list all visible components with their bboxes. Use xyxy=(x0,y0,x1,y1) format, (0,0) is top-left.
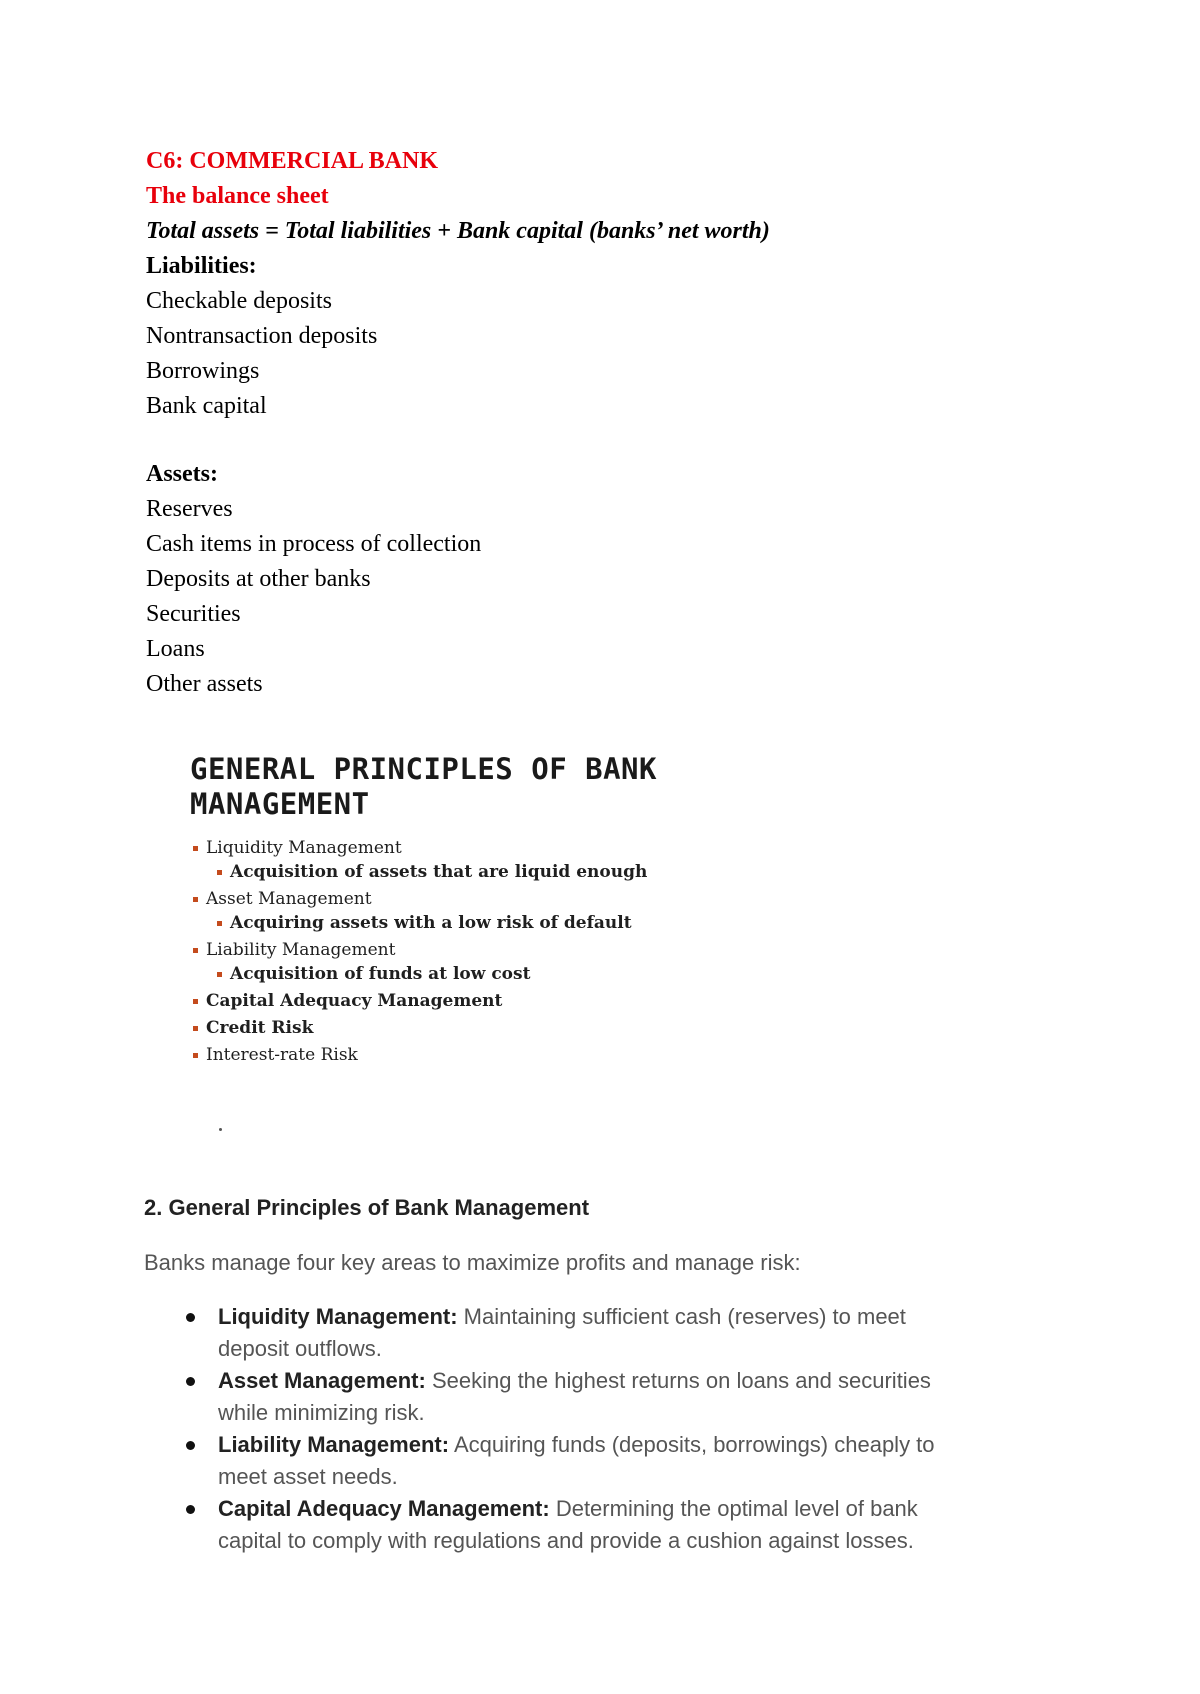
item-term: Liquidity Management: xyxy=(218,1304,458,1329)
square-bullet-icon xyxy=(217,921,222,926)
asset-item: Deposits at other banks xyxy=(146,566,371,592)
liability-item: Nontransaction deposits xyxy=(146,323,378,349)
bullet-icon xyxy=(186,1377,195,1386)
square-bullet-icon xyxy=(217,972,222,977)
asset-item: Reserves xyxy=(146,496,233,522)
liability-item: Checkable deposits xyxy=(146,288,332,314)
section-title: The balance sheet xyxy=(146,183,329,209)
square-bullet-icon xyxy=(193,1053,198,1058)
item-desc-cont: deposit outflows. xyxy=(218,1336,382,1361)
item-desc: Acquiring funds (deposits, borrowings) cheaply to xyxy=(449,1432,935,1457)
slide-title-line1: GENERAL PRINCIPLES OF BANK xyxy=(190,752,657,786)
slide-item-text: Acquisition of assets that are liquid enough xyxy=(230,862,648,882)
list-item xyxy=(144,1493,1044,1557)
section-2-intro: Banks manage four key areas to maximize profits and manage risk: xyxy=(144,1250,801,1275)
slide-title-line2: MANAGEMENT xyxy=(190,787,370,821)
bullet-icon xyxy=(186,1441,195,1450)
asset-item: Securities xyxy=(146,601,241,627)
principles-list xyxy=(144,1301,1044,1557)
slide-item xyxy=(190,887,710,911)
liability-item: Borrowings xyxy=(146,358,260,384)
square-bullet-icon xyxy=(193,897,198,902)
liabilities-heading: Liabilities: xyxy=(146,253,257,279)
item-desc-cont: while minimizing risk. xyxy=(218,1400,425,1425)
section-2-heading: 2. General Principles of Bank Management xyxy=(144,1195,590,1220)
bullet-icon xyxy=(186,1505,195,1514)
stray-dot xyxy=(219,1128,222,1131)
slide-item xyxy=(190,989,710,1013)
item-desc-cont: capital to comply with regulations and provide a cushion against losses. xyxy=(218,1528,914,1553)
item-desc: Seeking the highest returns on loans and securities xyxy=(425,1368,931,1393)
bullet-icon xyxy=(186,1313,195,1322)
chapter-title: C6: COMMERCIAL BANK xyxy=(146,148,438,174)
square-bullet-icon xyxy=(193,948,198,953)
list-item xyxy=(144,1429,1044,1493)
slide-subitem xyxy=(190,962,710,986)
item-desc-cont: meet asset needs. xyxy=(218,1464,398,1489)
square-bullet-icon xyxy=(193,1026,198,1031)
slide-bullet-list xyxy=(190,836,710,1067)
slide-item xyxy=(190,938,710,962)
list-item xyxy=(144,1301,1044,1365)
slide-item xyxy=(190,836,710,860)
slide-item-text: Liability Management xyxy=(206,940,396,960)
slide-item-text: Acquiring assets with a low risk of default xyxy=(230,913,632,933)
item-term: Asset Management: xyxy=(218,1368,426,1393)
slide-item-text: Liquidity Management xyxy=(206,838,402,858)
item-term: Liability Management: xyxy=(218,1432,450,1457)
slide-subitem xyxy=(190,911,710,935)
item-desc: Determining the optimal level of bank xyxy=(549,1496,918,1521)
slide-item-text: Capital Adequacy Management xyxy=(206,991,503,1011)
slide-item-text: Asset Management xyxy=(206,889,372,909)
slide-item xyxy=(190,1043,710,1067)
item-desc: Maintaining sufficient cash (reserves) to meet xyxy=(457,1304,906,1329)
balance-equation: Total assets = Total liabilities + Bank capital (banks’ net worth) xyxy=(146,218,770,244)
liability-item: Bank capital xyxy=(146,393,267,419)
asset-item: Loans xyxy=(146,636,205,662)
balance-sheet-block xyxy=(146,144,1046,702)
square-bullet-icon xyxy=(193,999,198,1004)
slide-item-text: Credit Risk xyxy=(206,1018,314,1038)
slide-subitem xyxy=(190,860,710,884)
list-item xyxy=(144,1365,1044,1429)
assets-heading: Assets: xyxy=(146,461,218,487)
section-2 xyxy=(144,1193,1044,1573)
asset-item: Cash items in process of collection xyxy=(146,531,482,557)
slide-image xyxy=(190,752,710,1092)
slide-item-text: Interest-rate Risk xyxy=(206,1045,358,1065)
square-bullet-icon xyxy=(193,846,198,851)
slide-item-text: Acquisition of funds at low cost xyxy=(230,964,531,984)
slide-item xyxy=(190,1016,710,1040)
item-term: Capital Adequacy Management: xyxy=(218,1496,550,1521)
square-bullet-icon xyxy=(217,870,222,875)
asset-item: Other assets xyxy=(146,671,263,697)
